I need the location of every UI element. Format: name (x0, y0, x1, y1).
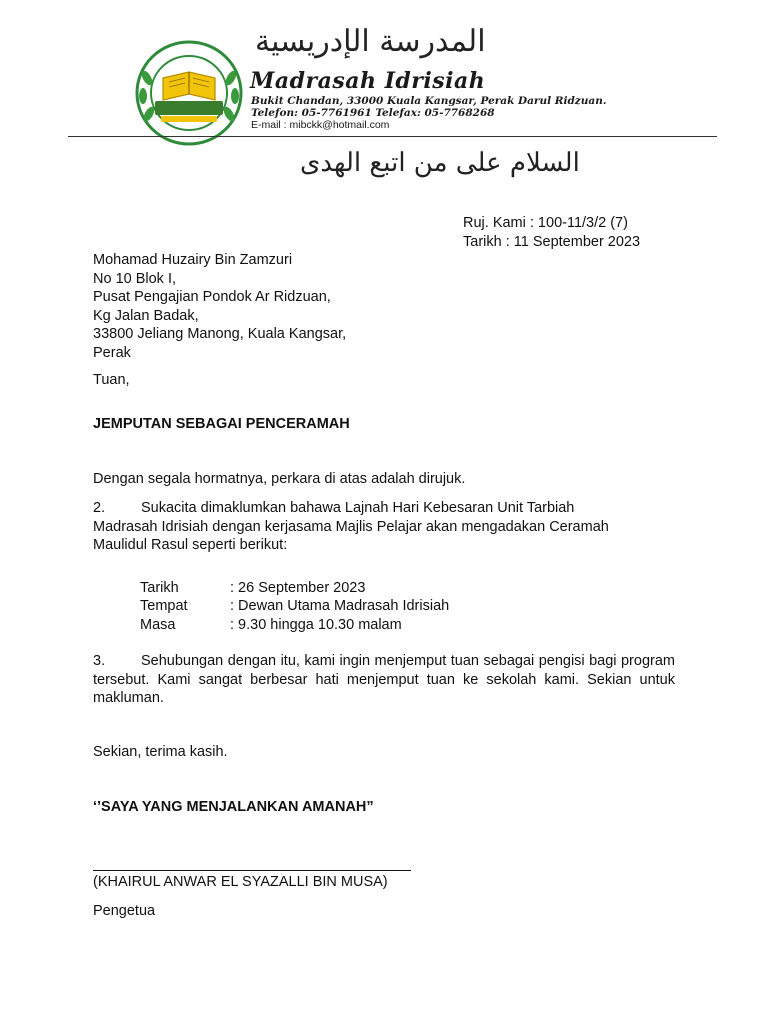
school-email: E-mail : mibckk@hotmail.com (251, 119, 390, 131)
detail-value: : Dewan Utama Madrasah Idrisiah (230, 598, 450, 615)
closing-remark: Sekian, terima kasih. (93, 744, 228, 760)
paragraph-2-line-2: Madrasah Idrisiah dengan kerjasama Majlis Pelajar akan mengadakan Ceramah (93, 518, 609, 535)
letter-date: Tarikh : 11 September 2023 (463, 234, 641, 250)
detail-value: : 26 September 2023 (230, 580, 366, 596)
motto: ‘’SAYA YANG MENJALANKAN AMANAH” (93, 799, 374, 815)
arabic-greeting: السلام على من اتبع الهدى (300, 148, 580, 178)
paragraph-3-text: Sehubungan dengan itu, kami ingin menjemput tuan sebagai pengisi bagi program tersebut. Kami sangat berbesar hati menjemput tuan ke sekolah kami. Sekian untuk makluman. (93, 653, 675, 706)
detail-label: Tarikh (140, 580, 179, 596)
reference-number: Ruj. Kami : 100-11/3/2 (7) (463, 215, 628, 231)
recipient-line: 33800 Jeliang Manong, Kuala Kangsar, (93, 326, 347, 343)
signature-line (93, 870, 411, 871)
recipient-address (93, 251, 346, 363)
school-name: Madrasah Idrisiah (250, 68, 486, 94)
letter-subject: JEMPUTAN SEBAGAI PENCERAMAH (93, 416, 350, 432)
paragraph-1: Dengan segala hormatnya, perkara di atas adalah dirujuk. (93, 471, 466, 487)
recipient-line: Kg Jalan Badak, (93, 307, 199, 324)
detail-value: : 9.30 hingga 10.30 malam (230, 616, 402, 633)
school-address: Bukit Chandan, 33000 Kuala Kangsar, Perak Darul Ridzuan. (251, 95, 607, 107)
paragraph-2-line-1: Sukacita dimaklumkan bahawa Lajnah Hari Kebesaran Unit Tarbiah (141, 500, 575, 516)
paragraph-number: 2. (93, 500, 106, 516)
signatory-name: (KHAIRUL ANWAR EL SYAZALLI BIN MUSA) (93, 874, 388, 890)
recipient-line: Perak (93, 344, 131, 361)
paragraph-number: 3. (93, 653, 106, 669)
letterhead-divider (68, 136, 717, 137)
recipient-line: No 10 Blok I, (93, 270, 177, 287)
detail-label: Masa (140, 616, 176, 633)
recipient-line: Mohamad Huzairy Bin Zamzuri (93, 252, 293, 268)
signatory-title: Pengetua (93, 903, 156, 919)
school-phone: Telefon: 05-7761961 Telefax: 05-7768268 (251, 107, 495, 119)
recipient-line: Pusat Pengajian Pondok Ar Ridzuan, (93, 289, 331, 306)
school-arabic-name: المدرسة الإدريسية (255, 24, 486, 59)
paragraph-3 (93, 652, 675, 708)
salutation: Tuan, (93, 372, 130, 388)
school-crest-icon (133, 38, 245, 148)
paragraph-2 (93, 499, 675, 555)
paragraph-2-line-3: Maulidul Rasul seperti berikut: (93, 537, 288, 553)
detail-label: Tempat (140, 598, 188, 615)
